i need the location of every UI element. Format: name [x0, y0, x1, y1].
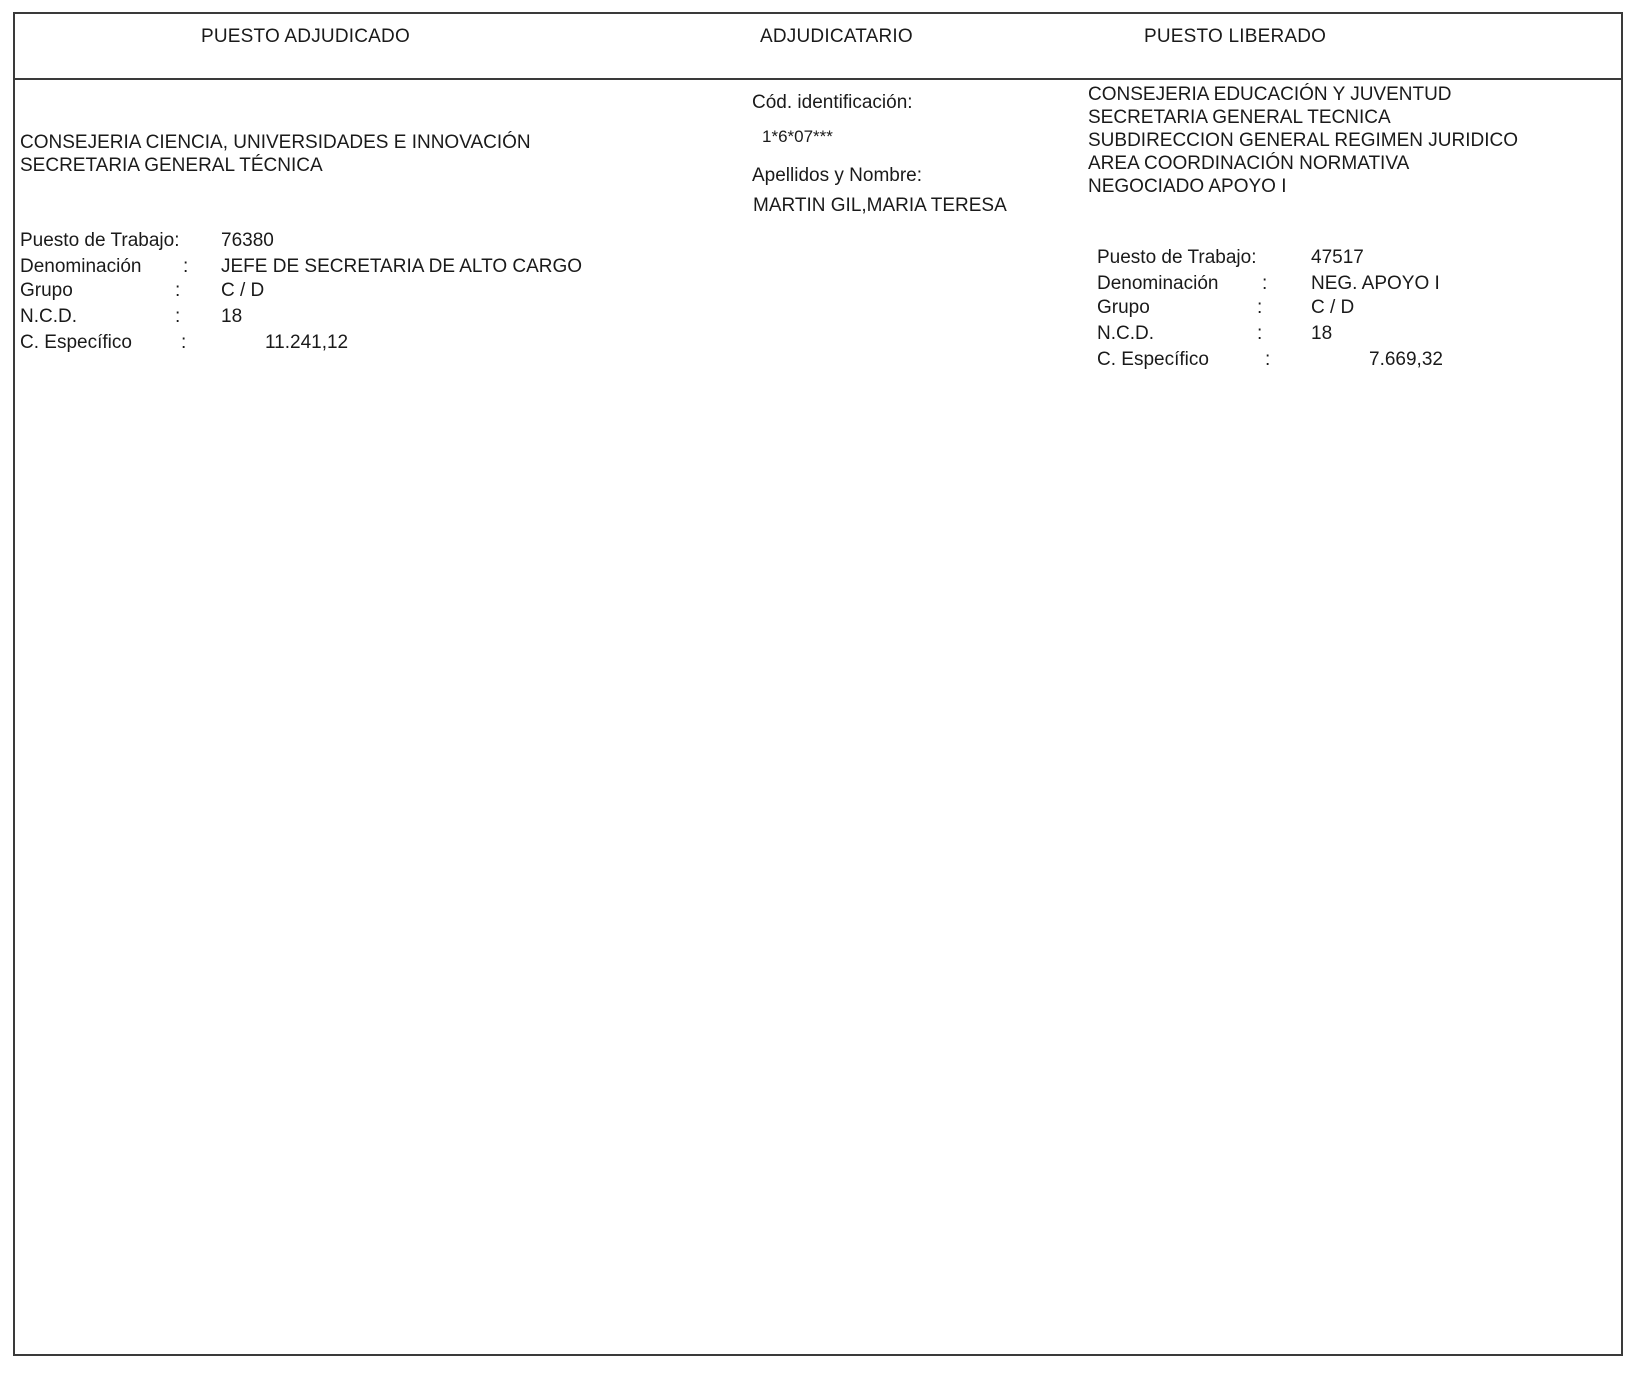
field-label: N.C.D.: [20, 306, 77, 327]
field-value: C / D: [221, 280, 265, 301]
adjudicado-field-puesto: [20, 229, 660, 253]
field-value: 18: [1311, 323, 1333, 344]
liberado-org-line: NEGOCIADO APOYO I: [1088, 176, 1287, 197]
field-label: Grupo: [1097, 297, 1150, 318]
field-separator: :: [183, 256, 189, 277]
field-separator: :: [1257, 323, 1263, 344]
adjudicado-organization: [20, 131, 531, 177]
header-adjudicatario: ADJUDICATARIO: [760, 26, 913, 47]
field-separator: :: [175, 306, 181, 327]
adjudicado-field-especifico: [20, 331, 660, 355]
field-label: C. Específico: [20, 332, 132, 353]
liberado-org-line: AREA COORDINACIÓN NORMATIVA: [1088, 153, 1410, 174]
field-label: Denominación: [20, 256, 142, 277]
header-puesto-liberado: PUESTO LIBERADO: [1144, 26, 1327, 47]
field-separator: :: [1257, 297, 1263, 318]
adjudicado-org-line: CONSEJERIA CIENCIA, UNIVERSIDADES E INNOVACIÓN: [20, 132, 531, 153]
header-divider: [13, 78, 1623, 80]
field-value: NEG. APOYO I: [1311, 273, 1440, 294]
field-separator: :: [1265, 349, 1271, 370]
apellidos-nombre-value: MARTIN GIL,MARIA TERESA: [753, 195, 1007, 216]
field-value: 11.241,12: [265, 332, 349, 353]
apellidos-nombre-label: Apellidos y Nombre:: [752, 165, 923, 186]
field-label: Puesto de Trabajo:: [20, 230, 180, 251]
adjudicado-field-grupo: [20, 279, 660, 303]
cod-identificacion-label: Cód. identificación:: [752, 92, 913, 113]
liberado-org-line: SECRETARIA GENERAL TECNICA: [1088, 107, 1391, 128]
field-label: Puesto de Trabajo:: [1097, 247, 1257, 268]
field-value: 18: [221, 306, 243, 327]
field-value: 76380: [221, 230, 274, 251]
field-separator: :: [175, 280, 181, 301]
liberado-field-ncd: [1097, 322, 1597, 346]
cod-identificacion-value: 1*6*07***: [762, 127, 833, 146]
field-value: JEFE DE SECRETARIA DE ALTO CARGO: [221, 256, 583, 277]
header-puesto-adjudicado: PUESTO ADJUDICADO: [201, 26, 410, 47]
liberado-field-puesto: [1097, 246, 1597, 270]
field-value: 47517: [1311, 247, 1364, 268]
liberado-organization: [1088, 83, 1518, 198]
adjudicado-field-ncd: [20, 305, 660, 329]
liberado-field-especifico: [1097, 348, 1597, 372]
field-label: Denominación: [1097, 273, 1219, 294]
liberado-field-grupo: [1097, 296, 1597, 320]
field-separator: :: [1262, 273, 1268, 294]
field-label: C. Específico: [1097, 349, 1209, 370]
liberado-org-line: CONSEJERIA EDUCACIÓN Y JUVENTUD: [1088, 84, 1452, 105]
liberado-org-line: SUBDIRECCION GENERAL REGIMEN JURIDICO: [1088, 130, 1519, 151]
field-value: C / D: [1311, 297, 1355, 318]
field-label: N.C.D.: [1097, 323, 1154, 344]
liberado-field-denominacion: [1097, 272, 1597, 296]
adjudicado-field-denominacion: [20, 255, 660, 279]
field-separator: :: [181, 332, 187, 353]
adjudicado-org-line: SECRETARIA GENERAL TÉCNICA: [20, 155, 323, 176]
field-value: 7.669,32: [1369, 349, 1443, 370]
field-label: Grupo: [20, 280, 73, 301]
